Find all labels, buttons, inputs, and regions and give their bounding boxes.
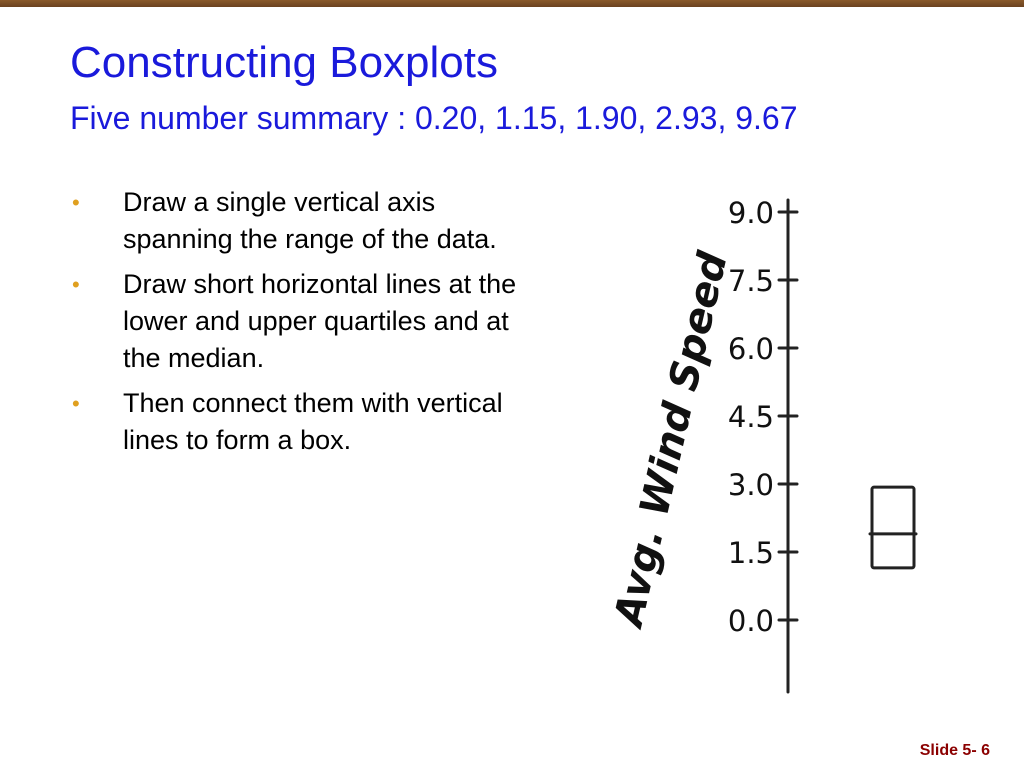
bullet-dot-icon: • <box>72 272 80 297</box>
slide-subtitle: Five number summary : 0.20, 1.15, 1.90, 2.93, 9.67 <box>70 100 798 136</box>
y-tick-label: 9.0 <box>727 196 774 230</box>
y-tick-label: 4.5 <box>727 400 774 434</box>
y-tick-label: 3.0 <box>727 468 774 502</box>
y-axis-label: Avg. Wind Speed <box>605 247 737 631</box>
y-tick-label: 7.5 <box>727 264 774 298</box>
top-bar <box>0 0 1024 7</box>
bullet-dot-icon: • <box>72 190 80 215</box>
bullet-dot-icon: • <box>72 391 80 416</box>
bullet-item <box>70 385 520 459</box>
slide-number: Slide 5- 6 <box>919 742 990 759</box>
box-rect <box>872 487 914 568</box>
bullet-text: Then connect them with vertical lines to form a box. <box>123 388 503 455</box>
bullet-item <box>70 266 520 377</box>
y-tick-label: 0.0 <box>727 604 774 638</box>
bullet-text: Draw short horizontal lines at the lower and upper quartiles and at the median. <box>123 269 517 373</box>
y-tick-label: 6.0 <box>727 332 774 366</box>
slide-title: Constructing Boxplots <box>70 38 498 87</box>
boxplot-chart <box>600 180 960 710</box>
bullet-text: Draw a single vertical axis spanning the range of the data. <box>123 187 497 254</box>
bullet-list <box>70 184 520 467</box>
bullet-item <box>70 184 520 258</box>
y-tick-label: 1.5 <box>727 536 774 570</box>
